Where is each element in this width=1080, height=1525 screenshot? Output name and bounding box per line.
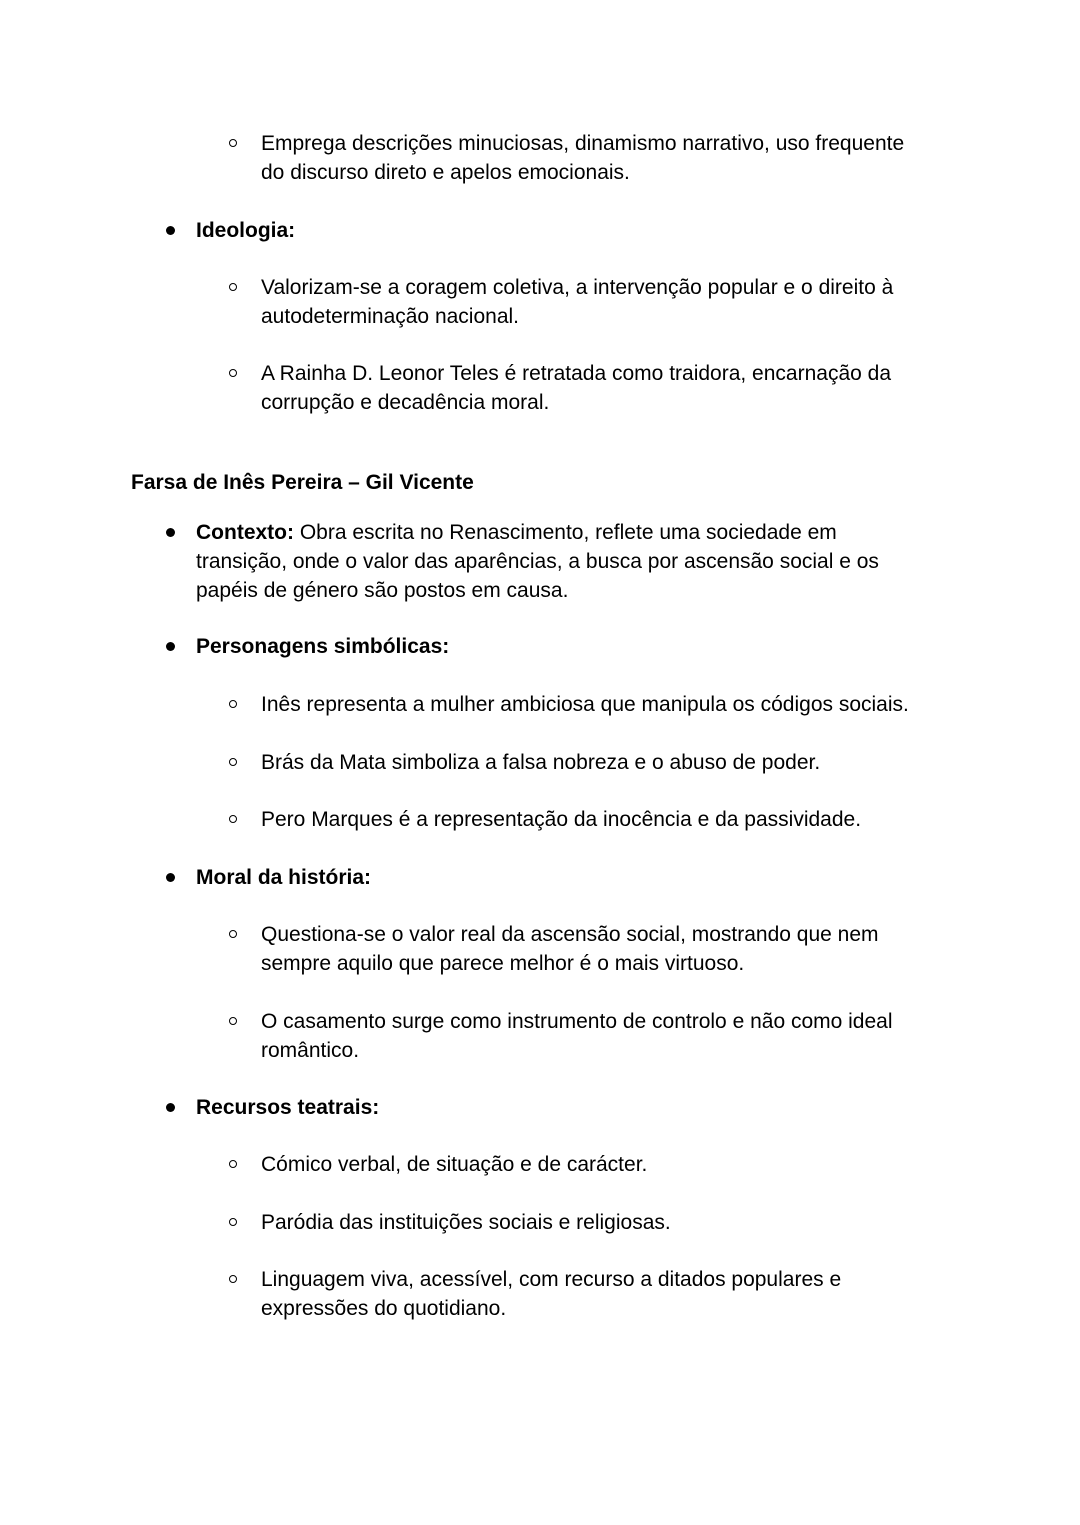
filled-bullet-icon (166, 642, 175, 651)
list-item-label: Ideologia: (196, 219, 296, 242)
hollow-bullet-icon (229, 1160, 237, 1168)
list-item-text: corrupção e decadência moral. (261, 391, 550, 414)
list-item-body: Obra escrita no Renascimento, reflete uma sociedade em (294, 521, 837, 544)
list-item-text: A Rainha D. Leonor Teles é retratada como traidora, encarnação da (261, 362, 891, 385)
hollow-bullet-icon (229, 815, 237, 823)
filled-bullet-icon (166, 226, 175, 235)
hollow-bullet-icon (229, 700, 237, 708)
list-item-text: papéis de género são postos em causa. (196, 579, 569, 602)
list-item-label: Personagens simbólicas: (196, 635, 450, 658)
list-item-text: Emprega descrições minuciosas, dinamismo narrativo, uso frequente (261, 132, 905, 155)
list-item-label: Contexto: (196, 521, 294, 544)
list-item-text: Cómico verbal, de situação e de carácter. (261, 1153, 648, 1176)
filled-bullet-icon (166, 873, 175, 882)
list-item-text (196, 518, 837, 547)
filled-bullet-icon (166, 1103, 175, 1112)
list-item-text: Pero Marques é a representação da inocência e da passividade. (261, 808, 862, 831)
list-item-label: Moral da história: (196, 866, 372, 889)
hollow-bullet-icon (229, 283, 237, 291)
list-item-text: do discurso direto e apelos emocionais. (261, 161, 630, 184)
list-item-text: O casamento surge como instrumento de controlo e não como ideal (261, 1010, 893, 1033)
hollow-bullet-icon (229, 1017, 237, 1025)
hollow-bullet-icon (229, 369, 237, 377)
hollow-bullet-icon (229, 139, 237, 147)
list-item-text: sempre aquilo que parece melhor é o mais virtuoso. (261, 952, 745, 975)
list-item-label: Recursos teatrais: (196, 1096, 380, 1119)
list-item-text: Valorizam-se a coragem coletiva, a intervenção popular e o direito à (261, 276, 894, 299)
hollow-bullet-icon (229, 1218, 237, 1226)
list-item-text: expressões do quotidiano. (261, 1297, 507, 1320)
hollow-bullet-icon (229, 758, 237, 766)
section-heading: Farsa de Inês Pereira – Gil Vicente (131, 471, 474, 494)
hollow-bullet-icon (229, 1275, 237, 1283)
hollow-bullet-icon (229, 930, 237, 938)
list-item-text: Linguagem viva, acessível, com recurso a ditados populares e (261, 1268, 842, 1291)
list-item-text: Paródia das instituições sociais e religiosas. (261, 1211, 671, 1234)
list-item-text: Brás da Mata simboliza a falsa nobreza e o abuso de poder. (261, 751, 821, 774)
list-item-text: romântico. (261, 1039, 360, 1062)
list-item-text: autodeterminação nacional. (261, 305, 520, 328)
filled-bullet-icon (166, 528, 175, 537)
list-item-text: transição, onde o valor das aparências, a busca por ascensão social e os (196, 550, 879, 573)
list-item-text: Inês representa a mulher ambiciosa que manipula os códigos sociais. (261, 693, 909, 716)
list-item-text: Questiona-se o valor real da ascensão social, mostrando que nem (261, 923, 879, 946)
